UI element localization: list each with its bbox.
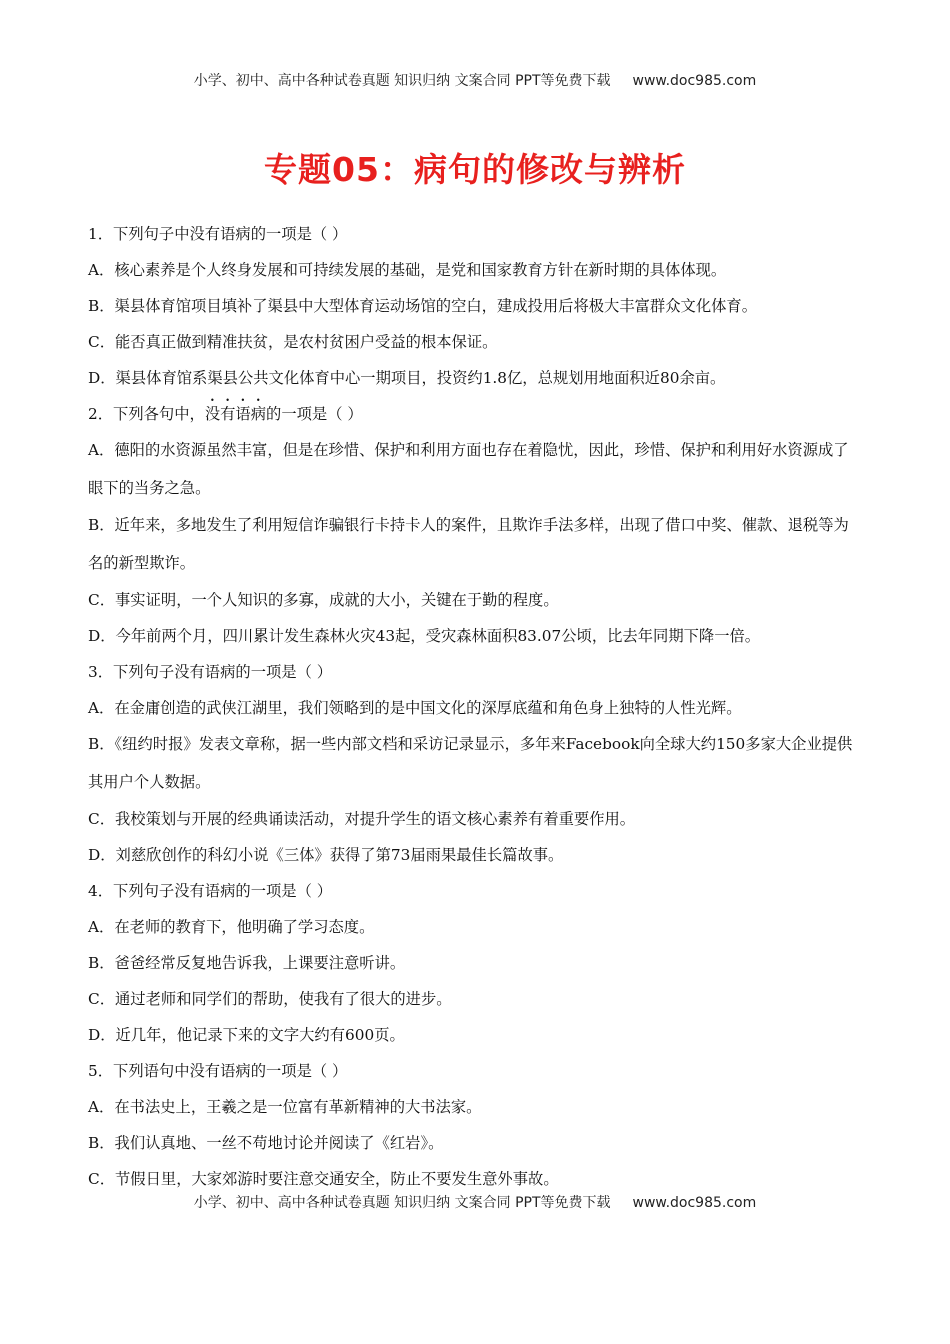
page-footer bbox=[0, 1192, 950, 1212]
question-2-option-c: C．事实证明，一个人知识的多寡，成就的大小，关键在于勤的程度。 bbox=[88, 591, 559, 609]
header-site-link[interactable]: www.doc985.com bbox=[632, 73, 757, 89]
question-list bbox=[88, 216, 860, 1197]
page-header bbox=[0, 70, 950, 90]
question-4-option-a: A．在老师的教育下，他明确了学习态度。 bbox=[88, 918, 375, 936]
footer-site-link[interactable]: www.doc985.com bbox=[632, 1195, 757, 1211]
question-4-stem: 4．下列句子没有语病的一项是（ ） bbox=[88, 882, 333, 900]
question-1-option-c: C．能否真正做到精准扶贫，是农村贫困户受益的根本保证。 bbox=[88, 333, 498, 351]
question-2-stem-emphasis: 没有语病 bbox=[204, 405, 267, 423]
question-2-option-d: D．今年前两个月，四川累计发生森林火灾43起，受灾森林面积83.07公顷，比去年同期下降一倍。 bbox=[88, 627, 761, 645]
question-2-stem-suffix: 的一项是（ ） bbox=[266, 405, 363, 423]
question-3-option-a: A．在金庸创造的武侠江湖里，我们领略到的是中国文化的深厚底蕴和角色身上独特的人性光辉。 bbox=[88, 699, 742, 717]
question-3-option-c: C．我校策划与开展的经典诵读活动，对提升学生的语文核心素养有着重要作用。 bbox=[88, 810, 636, 828]
question-2-stem bbox=[88, 396, 860, 432]
page-title: 专题05：病句的修改与辨析 bbox=[264, 150, 686, 189]
question-2-option-b: B．近年来，多地发生了利用短信诈骗银行卡持卡人的案件，且欺诈手法多样，出现了借口中奖、催款、退税等为名的新型欺诈。 bbox=[88, 516, 849, 572]
question-5-option-b: B．我们认真地、一丝不苟地讨论并阅读了《红岩》。 bbox=[88, 1134, 444, 1152]
question-4-option-d: D．近几年，他记录下来的文字大约有600页。 bbox=[88, 1026, 405, 1044]
header-text: 小学、初中、高中各种试卷真题 知识归纳 文案合同 PPT等免费下载 bbox=[193, 73, 611, 89]
footer-text: 小学、初中、高中各种试卷真题 知识归纳 文案合同 PPT等免费下载 bbox=[193, 1195, 611, 1211]
question-4-option-c: C．通过老师和同学们的帮助，使我有了很大的进步。 bbox=[88, 990, 452, 1008]
question-1-option-a: A．核心素养是个人终身发展和可持续发展的基础，是党和国家教育方针在新时期的具体体现。 bbox=[88, 261, 727, 279]
question-5-option-c: C．节假日里，大家郊游时要注意交通安全，防止不要发生意外事故。 bbox=[88, 1170, 559, 1188]
question-2-option-a: A．德阳的水资源虽然丰富，但是在珍惜、保护和利用方面也存在着隐忧，因此，珍惜、保护和利用好水资源成了眼下的当务之急。 bbox=[88, 441, 849, 497]
question-3-option-b: B．《纽约时报》发表文章称，据一些内部文档和采访记录显示，多年来Facebook向全球大约150多家大企业提供其用户个人数据。 bbox=[88, 735, 853, 791]
question-2-stem-prefix: 2．下列各句中， bbox=[88, 405, 205, 423]
question-4-option-b: B．爸爸经常反复地告诉我，上课要注意听讲。 bbox=[88, 954, 406, 972]
question-1-option-d: D．渠县体育馆系渠县公共文化体育中心一期项目，投资约1.8亿，总规划用地面积近80余亩。 bbox=[88, 369, 726, 387]
question-5-stem: 5．下列语句中没有语病的一项是（ ） bbox=[88, 1062, 348, 1080]
question-3-stem: 3．下列句子没有语病的一项是（ ） bbox=[88, 663, 333, 681]
question-1-option-b: B．渠县体育馆项目填补了渠县中大型体育运动场馆的空白，建成投用后将极大丰富群众文化体育。 bbox=[88, 297, 758, 315]
question-5-option-a: A．在书法史上，王羲之是一位富有革新精神的大书法家。 bbox=[88, 1098, 482, 1116]
question-1-stem: 1．下列句子中没有语病的一项是（ ） bbox=[88, 225, 348, 243]
question-3-option-d: D．刘慈欣创作的科幻小说《三体》获得了第73届雨果最佳长篇故事。 bbox=[88, 846, 564, 864]
